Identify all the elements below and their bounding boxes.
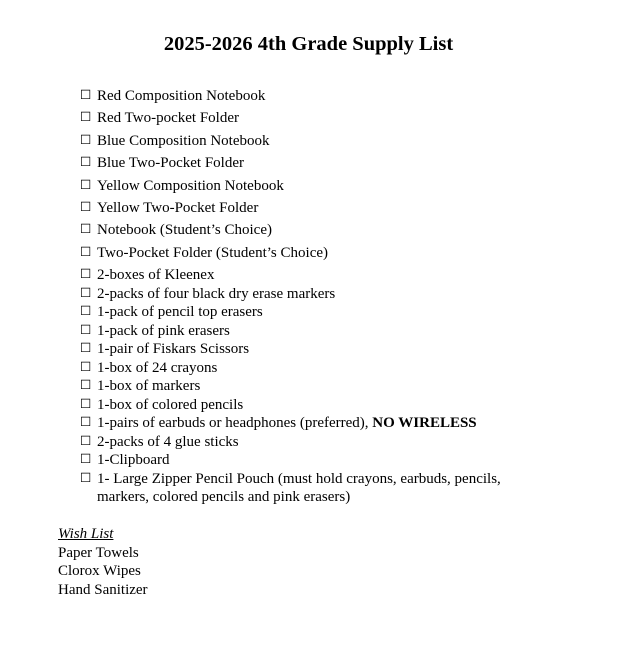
supply-item-label: Blue Two-Pocket Folder — [97, 155, 244, 172]
supply-item-label: 2-boxes of Kleenex — [97, 267, 215, 284]
supply-item-label: Two-Pocket Folder (Student’s Choice) — [97, 244, 328, 261]
supply-item — [80, 109, 550, 128]
checkbox-icon[interactable]: ☐ — [80, 244, 92, 260]
page-title: 2025-2026 4th Grade Supply List — [163, 33, 454, 55]
checkbox-icon[interactable]: ☐ — [80, 221, 92, 237]
supply-item — [80, 377, 550, 396]
supply-item-label: Blue Composition Notebook — [97, 132, 270, 149]
supply-item-label: Notebook (Student’s Choice) — [97, 222, 272, 239]
checkbox-icon[interactable]: ☐ — [80, 395, 92, 412]
supply-item-label: Red Two-pocket Folder — [97, 110, 239, 127]
checkbox-icon[interactable]: ☐ — [80, 358, 92, 375]
checkbox-icon[interactable]: ☐ — [80, 176, 92, 193]
checkbox-icon[interactable]: ☐ — [80, 154, 92, 170]
checkbox-icon[interactable]: ☐ — [80, 321, 92, 338]
supply-item — [80, 359, 550, 378]
supply-item — [80, 433, 550, 452]
supply-item-label: 1-box of colored pencils — [97, 396, 244, 413]
checkbox-icon[interactable]: ☐ — [80, 340, 92, 356]
supply-item — [80, 266, 550, 285]
supply-item-label: 1- Large Zipper Pencil Pouch (must hold crayons, earbuds, pencils, markers, colored pencils and pink erasers) — [97, 470, 501, 506]
wish-list — [58, 525, 148, 599]
supply-item-label: Yellow Composition Notebook — [97, 177, 284, 194]
wish-list-item: Clorox Wipes — [58, 563, 141, 579]
checkbox-icon[interactable]: ☐ — [80, 109, 92, 125]
checkbox-icon[interactable]: ☐ — [80, 432, 92, 449]
checkbox-icon[interactable]: ☐ — [80, 132, 92, 148]
no-wireless-emphasis: NO WIRELESS — [372, 415, 477, 432]
supply-item — [80, 414, 550, 433]
supply-item-label: Yellow Two-Pocket Folder — [97, 199, 259, 216]
supply-item — [80, 470, 550, 507]
supply-item-label: 1-box of 24 crayons — [97, 359, 218, 376]
supply-item-label: 1-box of markers — [97, 378, 201, 395]
wish-list-item: Hand Sanitizer — [58, 581, 148, 598]
supply-item — [80, 87, 550, 106]
checkbox-icon[interactable]: ☐ — [80, 87, 92, 103]
checkbox-icon[interactable]: ☐ — [80, 303, 92, 319]
supply-item — [80, 303, 550, 322]
checkbox-icon[interactable]: ☐ — [80, 414, 92, 430]
supply-item-label: 1-pack of pencil top erasers — [97, 304, 263, 321]
supply-item-label: 2-packs of four black dry erase markers — [97, 285, 336, 302]
supply-item — [80, 221, 550, 240]
supply-item — [80, 177, 550, 196]
checkbox-icon[interactable]: ☐ — [80, 469, 92, 486]
supply-item — [80, 154, 550, 173]
wish-list-title: Wish List — [58, 526, 114, 542]
supply-item — [80, 340, 550, 359]
supply-list — [80, 87, 550, 507]
supply-item-label: Red Composition Notebook — [97, 88, 266, 104]
checkbox-icon[interactable]: ☐ — [80, 199, 92, 215]
supply-item — [80, 322, 550, 341]
wish-list-item: Paper Towels — [58, 544, 139, 561]
supply-item-label: 1-Clipboard — [97, 452, 170, 469]
checkbox-icon[interactable]: ☐ — [80, 377, 92, 393]
supply-item — [80, 244, 550, 263]
supply-item — [80, 199, 550, 218]
supply-item-label: 1-pair of Fiskars Scissors — [97, 341, 250, 358]
supply-item-label: 2-packs of 4 glue sticks — [97, 433, 239, 450]
checkbox-icon[interactable]: ☐ — [80, 284, 92, 301]
checkbox-icon[interactable]: ☐ — [80, 266, 92, 282]
supply-item — [80, 451, 550, 470]
supply-item — [80, 132, 550, 151]
supply-item — [80, 285, 550, 304]
checkbox-icon[interactable]: ☐ — [80, 451, 92, 467]
supply-item-label: 1-pack of pink erasers — [97, 322, 230, 339]
supply-item-label: 1-pairs of earbuds or headphones (preferred), — [97, 415, 373, 432]
supply-item — [80, 396, 550, 415]
